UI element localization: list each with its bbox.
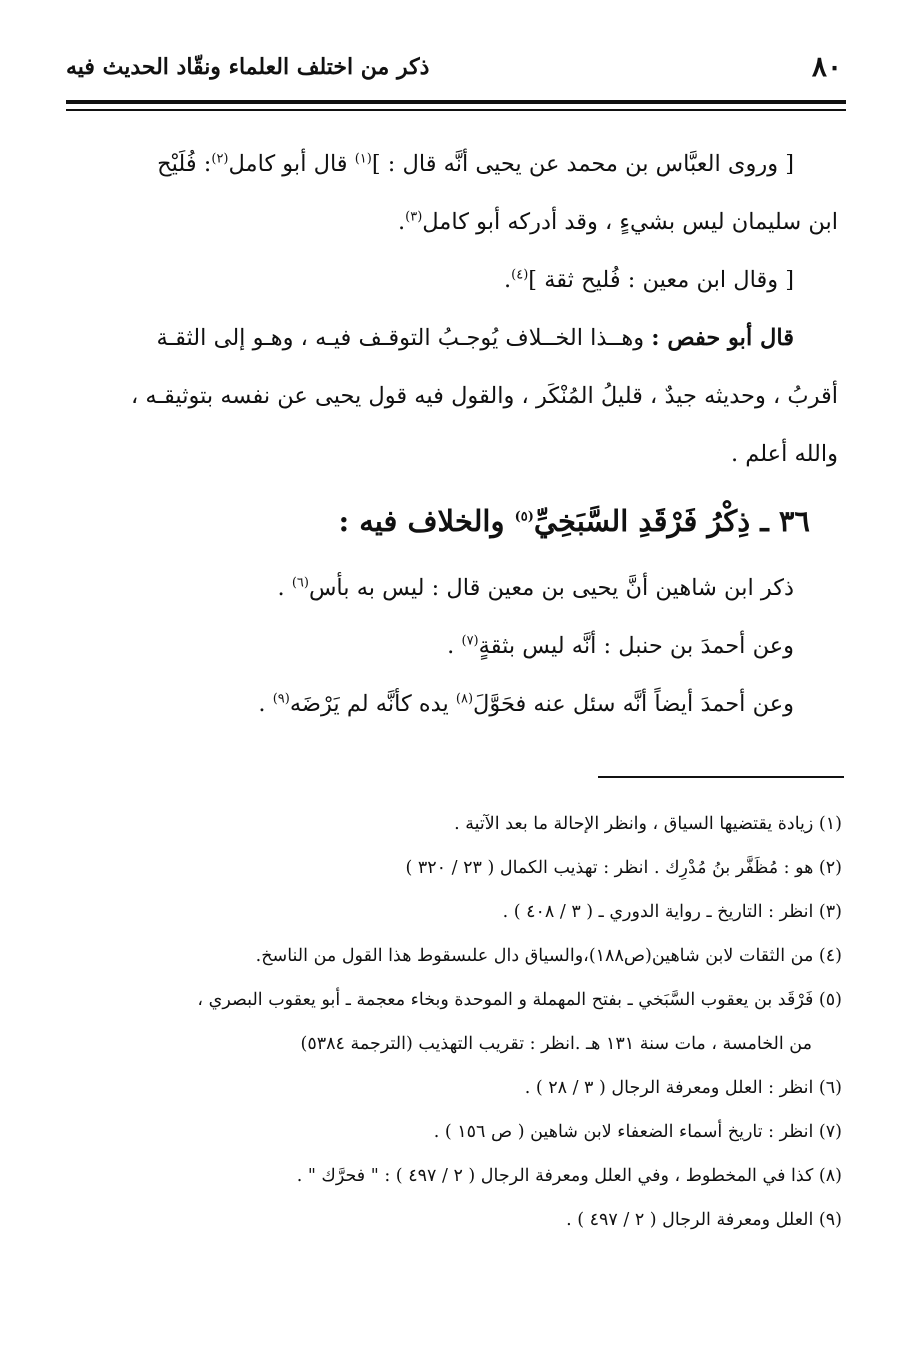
text-line-6 (78, 425, 838, 483)
footnote-ref-3[interactable]: (٣) (405, 209, 423, 225)
page-header (60, 46, 850, 92)
text-run: : فُلَيْح (157, 151, 212, 177)
running-title: ذكر من اختلف العلماء ونقّاد الحديث فيه (66, 54, 430, 80)
footnote-8: (٨) كذا في المخطوط ، وفي العلل ومعرفة الرجال ( ٢ / ٤٩٧ ) : " فحرَّك " . (296, 1166, 842, 1186)
text-run: [ وروى العبَّاس بن محمد عن يحيى أنَّه قال : ] (371, 151, 794, 177)
text-line-1 (78, 135, 838, 193)
footnote-ref-2[interactable]: (٢) (211, 151, 229, 167)
footnote-5: (٥) فَرْقَد بن يعقوب السَّبَخي ـ بفتح المهملة و الموحدة وبخاء معجمة ـ أبو يعقوب البصري ، (197, 990, 842, 1010)
text-run: أقربُ ، وحديثه جيدٌ ، قليلُ المُنْكَر ، والقول فيه قول يحيى عن نفسه بتوثيقـه ، (130, 383, 838, 409)
page-number: ٨٠ (811, 50, 842, 83)
footnote-2: (٢) هو : مُظَفَّر بنُ مُدْرِك . انظر : تهذيب الكمال ( ٢٣ / ٣٢٠ ) (405, 858, 842, 878)
text-run: وهــذا الخــلاف يُوجـبُ التوقـف فيـه ، وهـو إلى الثقـة (156, 325, 652, 351)
text-run: والله أعلم . (730, 441, 838, 467)
footnote-3: (٣) انظر : التاريخ ـ رواية الدوري ـ ( ٣ / ٤٠٨ ) . (502, 902, 842, 922)
footnote-6: (٦) انظر : العلل ومعرفة الرجال ( ٣ / ٢٨ ) . (524, 1078, 842, 1098)
text-run: قال أبو كامل (228, 151, 355, 177)
footnote-ref-8[interactable]: (٨) (455, 691, 474, 707)
footnotes (76, 802, 842, 1242)
text-run: ابن سليمان ليس بشيءٍ ، وقد أدركه أبو كامل (422, 209, 838, 235)
text-run: [ وقال ابن معين : فُليح ثقة ] (528, 267, 794, 293)
footnote-ref-1[interactable]: (١) (354, 151, 372, 167)
text-line-5 (78, 367, 838, 425)
text-run: . (277, 575, 292, 601)
footnote-5-continued: من الخامسة ، مات سنة ١٣١ هـ .انظر : تقريب التهذيب (الترجمة ٥٣٨٤) (300, 1034, 812, 1054)
section-heading (78, 483, 838, 559)
text-run: . (503, 267, 512, 293)
header-rule-thick (66, 100, 846, 104)
footnote-9: (٩) العلل ومعرفة الرجال ( ٢ / ٤٩٧ ) . (566, 1210, 842, 1230)
text-run: . (397, 209, 406, 235)
text-line-7 (78, 559, 838, 617)
main-text (78, 135, 838, 733)
text-run: يده كأنَّه لم يَرْضَه (289, 691, 456, 717)
footnote-ref-4[interactable]: (٤) (511, 267, 529, 283)
speaker-label: قال أبو حفص : (651, 325, 794, 351)
text-run: . (258, 691, 273, 717)
footnote-ref-7[interactable]: (٧) (461, 633, 479, 649)
footnote-ref-6[interactable]: (٦) (291, 575, 309, 591)
footnote-4: (٤) من الثقات لابن شاهين(ص١٨٨)،والسياق دال علىسقوط هذا القول من الناسخ. (255, 946, 842, 966)
text-line-4 (78, 309, 838, 367)
text-line-2 (78, 193, 838, 251)
text-line-8 (78, 617, 838, 675)
text-run: . (447, 633, 462, 659)
heading-text: والخلاف فيه : (338, 504, 515, 538)
footnote-ref-9[interactable]: (٩) (272, 691, 290, 707)
text-run: ذكر ابن شاهين أنَّ يحيى بن معين قال : ليس به بأس (308, 575, 794, 601)
footnote-separator (598, 776, 844, 778)
header-rule-thin (66, 109, 846, 111)
footnote-ref-5[interactable]: (٥) (514, 509, 534, 525)
text-line-9 (78, 675, 838, 733)
footnote-7: (٧) انظر : تاريخ أسماء الضعفاء لابن شاهين ( ص ١٥٦ ) . (433, 1122, 842, 1142)
text-run: وعن أحمدَ بن حنبل : أنَّه ليس بثقةٍ (478, 633, 794, 659)
heading-text: ٣٦ ـ ذِكْرُ فَرْقَدِ السَّبَخِيِّ (533, 504, 810, 538)
text-line-3 (78, 251, 838, 309)
text-run: وعن أحمدَ أيضاً أنَّه سئل عنه فحَوَّلَ (473, 691, 794, 717)
footnote-1: (١) زيادة يقتضيها السياق ، وانظر الإحالة ما بعد الآتية . (454, 814, 842, 834)
